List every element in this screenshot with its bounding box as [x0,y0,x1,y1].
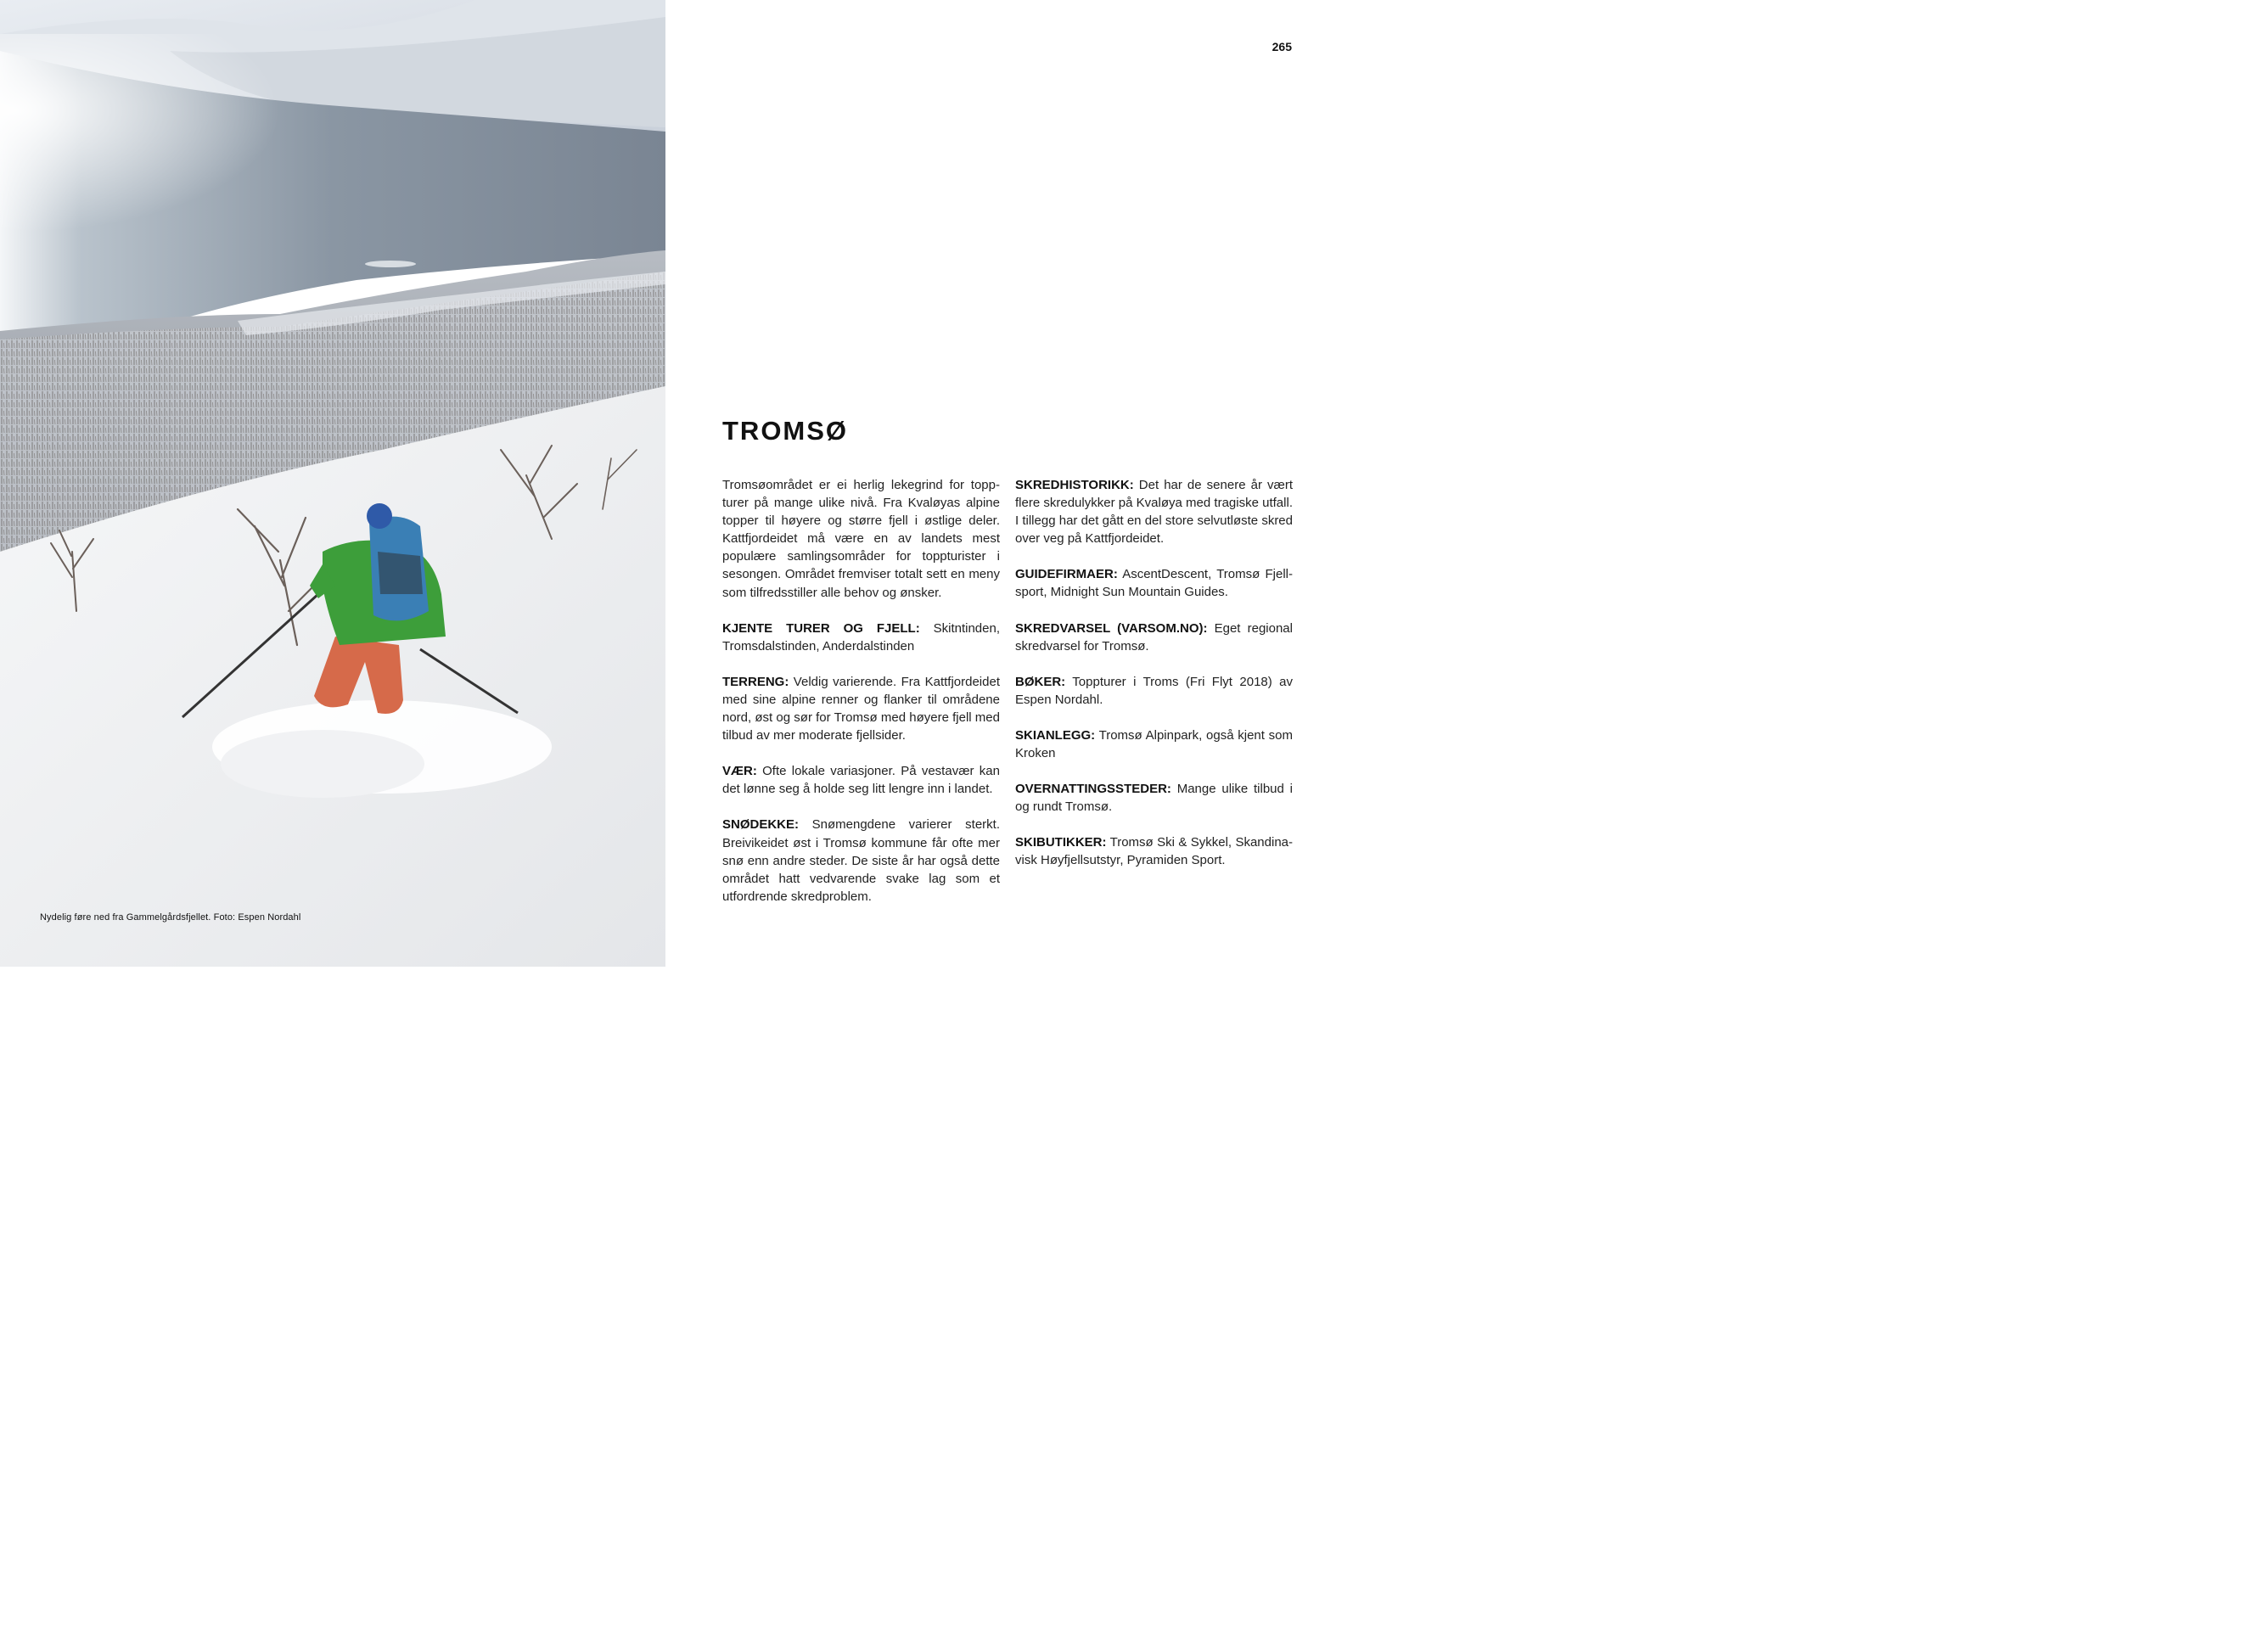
section-boker [1015,673,1293,709]
section-snodekke [722,816,1000,905]
intro-paragraph: Tromsøområdet er ei herlig lekegrind for toppturer på mange ulike nivå. Fra Kvaløyas alpine topper til høyere og større fjell i østlige deler. Kattfjordeidet må være en av landets mest populære samlingsområder for toppturister i sesongen. Området fremviser totalt sett en meny som tilfredsstiller alle behov og ønsker. [722,478,1000,600]
section-label: VÆR: [722,764,757,779]
section-kjente-turer [722,620,1000,655]
section-label: OVERNATTINGSSTEDER: [1015,782,1171,797]
section-skianlegg [1015,726,1293,762]
section-label: GUIDEFIRMAER: [1015,567,1118,582]
section-label: SNØDEKKE: [722,817,800,833]
section-text: Veldig varierende. Fra Kattfjordeidet med sine alpine renner og flanker til områdene nord, øst og sør for Tromsø med høyere fjell med tilbud av mer moderate fjellsider. [722,674,1000,743]
left-text-column [722,476,1000,923]
page-title: TROMSØ [722,416,849,446]
section-skredhistorikk [1015,476,1293,547]
section-text: Det har de senere år vært flere skredulykker på Kvaløya med tragiske utfall. I tillegg har det gått en del store selvutløste skred over veg på Kattfjordeidet. [1015,478,1293,547]
section-text: AscentDescent, Tromsø Fjellsport, Midnight Sun Mountain Guides. [1015,567,1293,600]
section-text: Snømengdene varierer sterkt. Breivikeidet øst i Tromsø kommune får ofte mer snø enn andre steder. De siste år har også dette området hatt vedvarende svake lag som et utfordrende skredproblem. [722,817,1000,904]
section-label: SKIANLEGG: [1015,727,1096,743]
section-text: Mange ulike tilbud i og rundt Tromsø. [1015,782,1293,815]
section-terreng [722,673,1000,744]
section-text: Tromsø Alpinpark, også kjent som Kroken [1015,727,1293,761]
section-skredvarsel [1015,620,1293,655]
section-label: TERRENG: [722,674,789,689]
page-number: 265 [1272,40,1292,53]
section-overnattingssteder [1015,780,1293,816]
section-label: SKREDHISTORIKK: [1015,478,1134,492]
section-guidefirmaer [1015,565,1293,601]
section-skibutikker [1015,833,1293,869]
skier-photo [0,0,665,967]
section-vaer [722,762,1000,798]
right-text-column [1015,476,1293,888]
section-text: Toppturer i Troms (Fri Flyt 2018) av Espen Nordahl. [1015,674,1293,707]
section-label: SKREDVARSEL (VARSOM.NO): [1015,620,1208,636]
section-label: BØKER: [1015,674,1066,689]
section-text: Tromsø Ski & Sykkel, Skandinavisk Høyfjellsutstyr, Pyramiden Sport. [1015,835,1293,868]
section-text: Ofte lokale variasjoner. På vestavær kan det lønne seg å holde seg litt lengre inn i landet. [722,764,1000,797]
section-text: Eget regional skredvarsel for Tromsø. [1015,620,1293,654]
photo-caption: Nydelig føre ned fra Gammelgårdsfjellet. Foto: Espen Nordahl [40,912,301,923]
section-label: SKIBUTIKKER: [1015,835,1107,850]
section-text: Skitntinden, Tromsdalstinden, Anderdalstinden [722,620,1001,654]
section-label: KJENTE TURER OG FJELL: [722,620,920,636]
